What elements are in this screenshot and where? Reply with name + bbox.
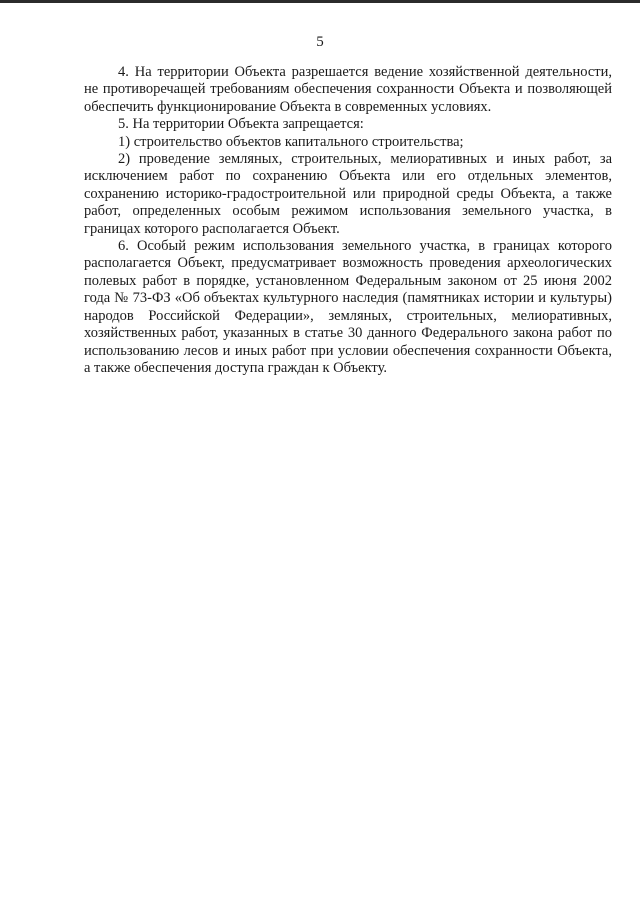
document-body bbox=[84, 64, 612, 377]
paragraph-subitem-1: 1) строительство объектов капитального строительства; bbox=[118, 133, 464, 150]
paragraph-item-6: 6. Особый режим использования земельного участка, в границах которого располагается Объект, предусматривает возможность проведения археологических полевых работ в порядке, установленном Федеральным законом от 25 июня 2002 года № 73-ФЗ «Об объектах культурного наследия (памятниках истории и культуры) народов Российской Федерации», земляных, строительных, мелиоративных, хозяйственных работ, указанных в статье 30 данного Федерального закона работ по использованию лесов и иных работ при условии обеспечения сохранности Объекта, а также обеспечения доступа граждан к Объекту. bbox=[84, 238, 612, 376]
paragraph-item-5: 5. На территории Объекта запрещается: bbox=[118, 116, 364, 133]
paragraph-subitem-2: 2) проведение земляных, строительных, мелиоративных и иных работ, за исключением работ по сохранению Объекта или его отдельных элементов, сохранению историко-градостроительной или природной среды Объекта, а также работ, определенных особым режимом использования земельного участка, в границах которого располагается Объект. bbox=[84, 151, 612, 237]
paragraph-item-4: 4. На территории Объекта разрешается ведение хозяйственной деятельности, не противоречащей требованиям обеспечения сохранности Объекта и позволяющей обеспечить функционирование Объекта в современных условиях. bbox=[84, 64, 612, 115]
scan-top-edge bbox=[0, 0, 640, 3]
page-number: 5 bbox=[316, 34, 324, 50]
